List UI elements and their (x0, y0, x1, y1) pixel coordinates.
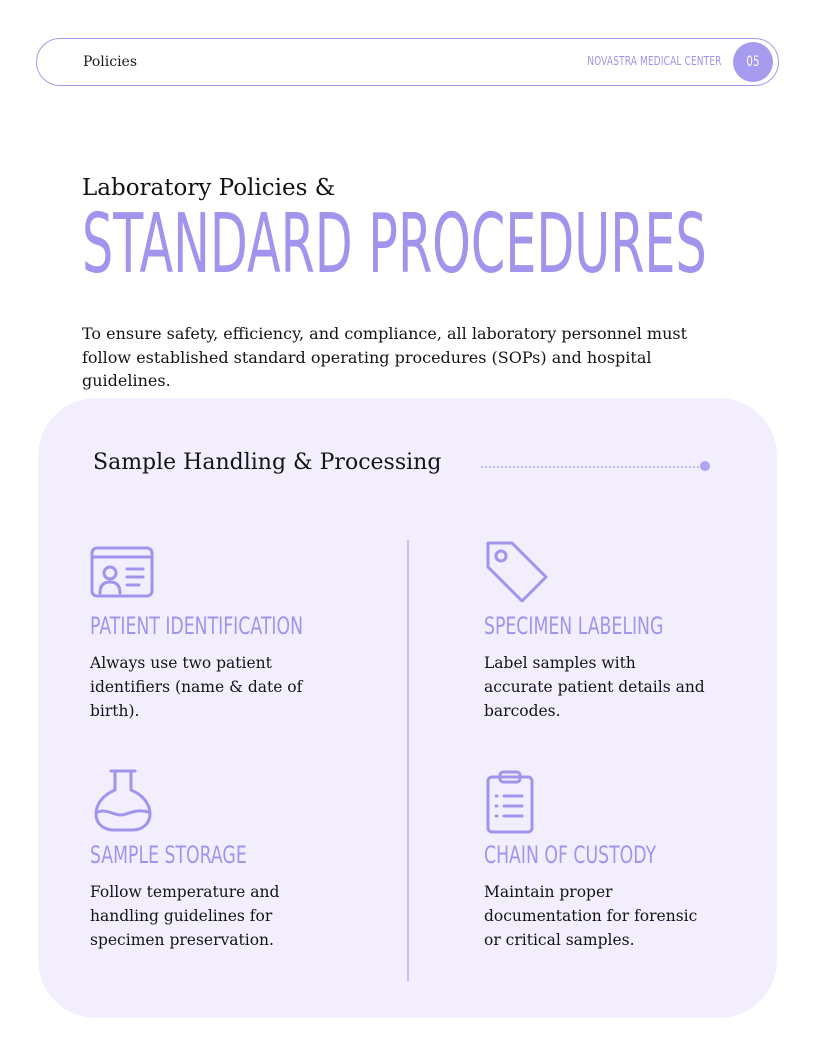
item-title: PATIENT IDENTIFICATION (90, 612, 303, 640)
item-title: SPECIMEN LABELING (484, 612, 664, 640)
procedure-item-specimen-labeling (484, 539, 714, 723)
clipboard-icon (484, 768, 550, 834)
flask-icon (90, 768, 156, 834)
procedure-item-sample-storage (90, 768, 320, 952)
procedure-item-chain-of-custody (484, 768, 714, 952)
item-title: SAMPLE STORAGE (90, 841, 247, 869)
organization-name: NOVASTRA MEDICAL CENTER (587, 53, 722, 68)
intro-paragraph: To ensure safety, efficiency, and compliance, all laboratory personnel must follow established standard operating procedures (SOPs) and hospital guidelines. (82, 324, 688, 390)
column-divider (407, 540, 409, 981)
card-heading: Sample Handling & Processing (93, 450, 442, 475)
item-description: Maintain proper documentation for forensic or critical samples. (484, 883, 698, 949)
page-number: 05 (746, 54, 760, 70)
section-label: Policies (83, 54, 138, 70)
item-description: Label samples with accurate patient details and barcodes. (484, 654, 705, 720)
procedures-card (38, 398, 777, 1018)
item-description: Always use two patient identifiers (name & date of birth). (90, 654, 303, 720)
page-number-badge (733, 42, 773, 82)
id-card-icon (90, 539, 156, 605)
header-bar (36, 38, 779, 86)
procedure-item-patient-identification (90, 539, 320, 723)
page-subtitle: Laboratory Policies & (82, 175, 336, 201)
item-description: Follow temperature and handling guidelines for specimen preservation. (90, 883, 280, 949)
heading-dot (700, 461, 710, 471)
tag-icon (484, 539, 550, 605)
heading-dotted-line (481, 466, 703, 468)
item-title: CHAIN OF CUSTODY (484, 841, 657, 869)
page-title: STANDARD PROCEDURES (82, 197, 707, 292)
